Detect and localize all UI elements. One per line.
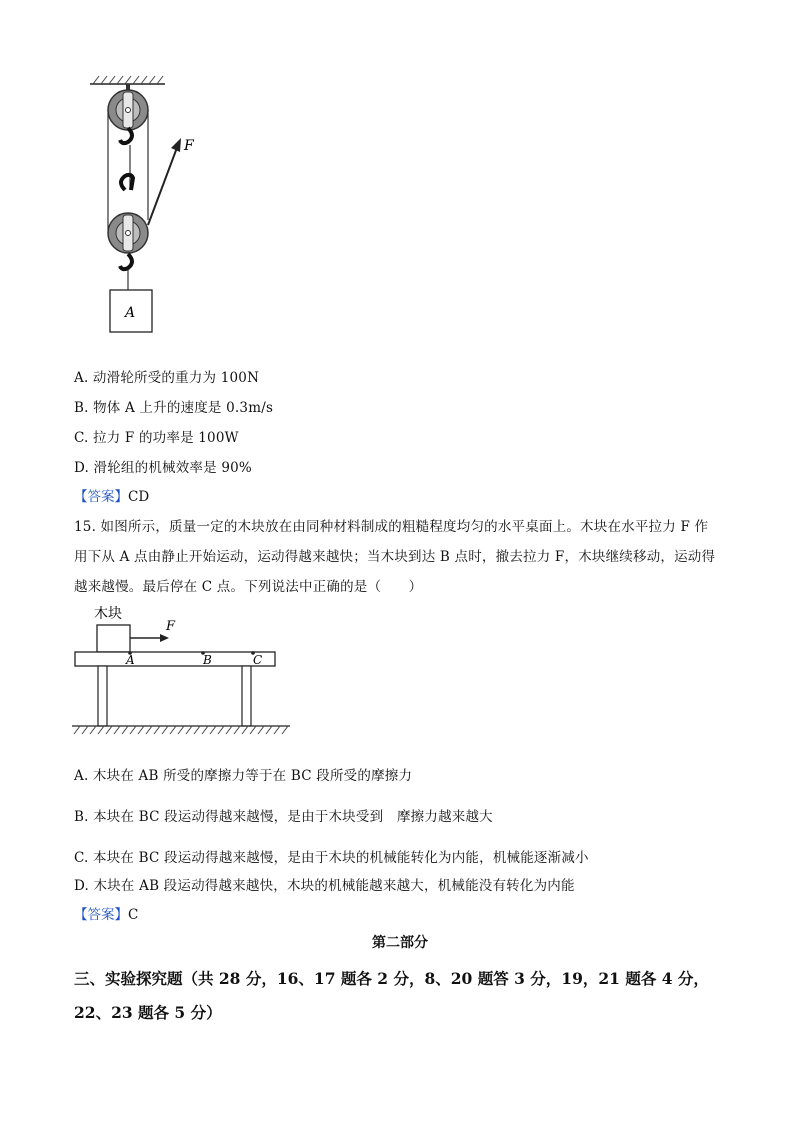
answer-value: C xyxy=(128,907,139,923)
point-a-label: A xyxy=(126,653,135,667)
force-label-f: F xyxy=(184,138,194,154)
block-label: 木块 xyxy=(94,606,122,622)
point-c-label: C xyxy=(253,653,263,667)
section-heading: 三、实验探究题（共 28 分，16、17 题各 2 分，8、20 题答 3 分，19，21 题各 4 分，22、23 题各 5 分） xyxy=(74,969,709,1022)
answer-tag: 【答案】 xyxy=(74,489,128,505)
q14-option-c: C. 拉力 F 的功率是 100W xyxy=(74,430,239,446)
q15-answer xyxy=(74,903,138,923)
q14-option-a: A. 动滑轮所受的重力为 100N xyxy=(74,370,260,386)
answer-value: CD xyxy=(128,489,150,505)
block-a-label: A xyxy=(125,305,136,321)
force-label: F xyxy=(166,619,176,634)
table-figure xyxy=(70,600,300,745)
answer-tag: 【答案】 xyxy=(74,907,128,923)
section-title: 第二部分 xyxy=(372,935,428,951)
q15-option-c: C. 本块在 BC 段运动得越来越慢，是由于木块的机械能转化为内能，机械能逐渐减小 xyxy=(74,850,589,866)
point-b-label: B xyxy=(203,653,212,667)
q15-option-d: D. 木块在 AB 段运动得越来越快，木块的机械能越来越大，机械能没有转化为内能 xyxy=(74,878,575,894)
q14-option-d: D. 滑轮组的机械效率是 90% xyxy=(74,460,252,476)
q15-option-a: A. 木块在 AB 所受的摩擦力等于在 BC 段所受的摩擦力 xyxy=(74,768,413,784)
q14-answer xyxy=(74,485,149,505)
q15-option-b: B. 本块在 BC 段运动得越来越慢，是由于木块受到 摩擦力越来越大 xyxy=(74,809,493,825)
pulley-figure xyxy=(85,70,215,340)
q15-stem-line3: 越来越慢。最后停在 C 点。下列说法中正确的是（ ） xyxy=(74,579,423,595)
wood-block xyxy=(97,625,130,652)
q14-option-b: B. 物体 A 上升的速度是 0.3m/s xyxy=(74,400,274,416)
table-top xyxy=(75,652,275,666)
q15-stem-line2: 用下从 A 点由静止开始运动，运动得越来越快；当木块到达 B 点时，撤去拉力 F，木块继续移动，运动得 xyxy=(74,549,716,565)
q15-stem-line1: 15. 如图所示，质量一定的木块放在由同种材料制成的粗糙程度均匀的水平桌面上。木块在水平拉力 F 作 xyxy=(74,519,709,535)
